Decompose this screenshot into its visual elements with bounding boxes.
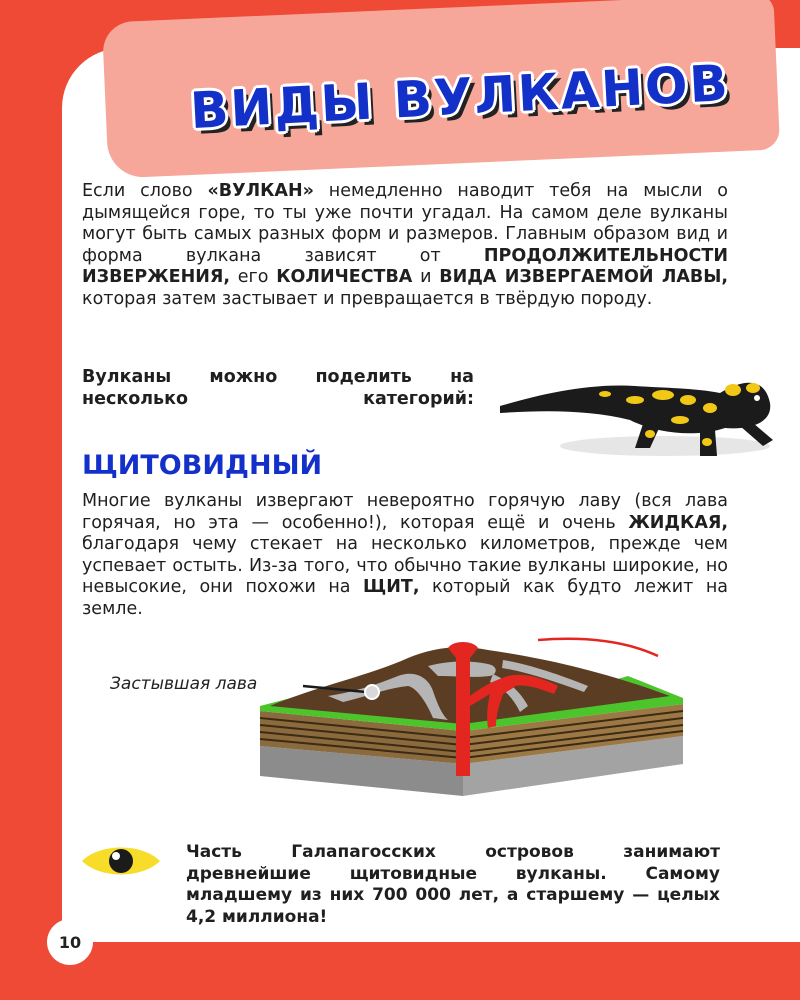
shield-paragraph: Многие вулканы извергают невероятно горячую лаву (вся лава горячая, но эта — особенно!), которая ещё и очень ЖИДКАЯ, благодаря чему стекает на несколько километров, прежде чем успевает остыть. Из-за того, что обычно такие вулканы широкие, но невысокие, они похожи на ЩИТ, который как будто лежит на земле. [82,491,728,619]
salamander-image [495,348,780,463]
categories-lead: Вулканы можно поделить на несколько категорий: [82,367,474,409]
eye-icon [80,841,162,881]
page-number: 10 [47,919,93,965]
diagram-callout-label: Застывшая лава [110,674,258,694]
page-title: ВИДЫ ВУЛКАНОВ [188,53,732,141]
intro-paragraph: Если слово «ВУЛКАН» немедленно наводит тебя на мысли о дымящейся горе, то ты уже почти угадал. На самом деле вулканы могут быть самых разных форм и размеров. Главным образом вид и форма вулкана зависят от ПРОДОЛЖИТЕЛЬНОСТИ ИЗВЕРЖЕНИЯ, его КОЛИЧЕСТВА и ВИДА ИЗВЕРГАЕМОЙ ЛАВЫ, которая затем застывает и превращается в твёрдую породу. [82,181,729,309]
fact-text: Часть Галапагосских островов занимают древнейшие щитовидные вулканы. Самому младшему из них 700 000 лет, а старшему — целых 4,2 миллиона! [186,842,720,927]
section-heading-shield: ЩИТОВИДНЫЙ [82,450,323,481]
volcano-diagram [258,636,688,796]
